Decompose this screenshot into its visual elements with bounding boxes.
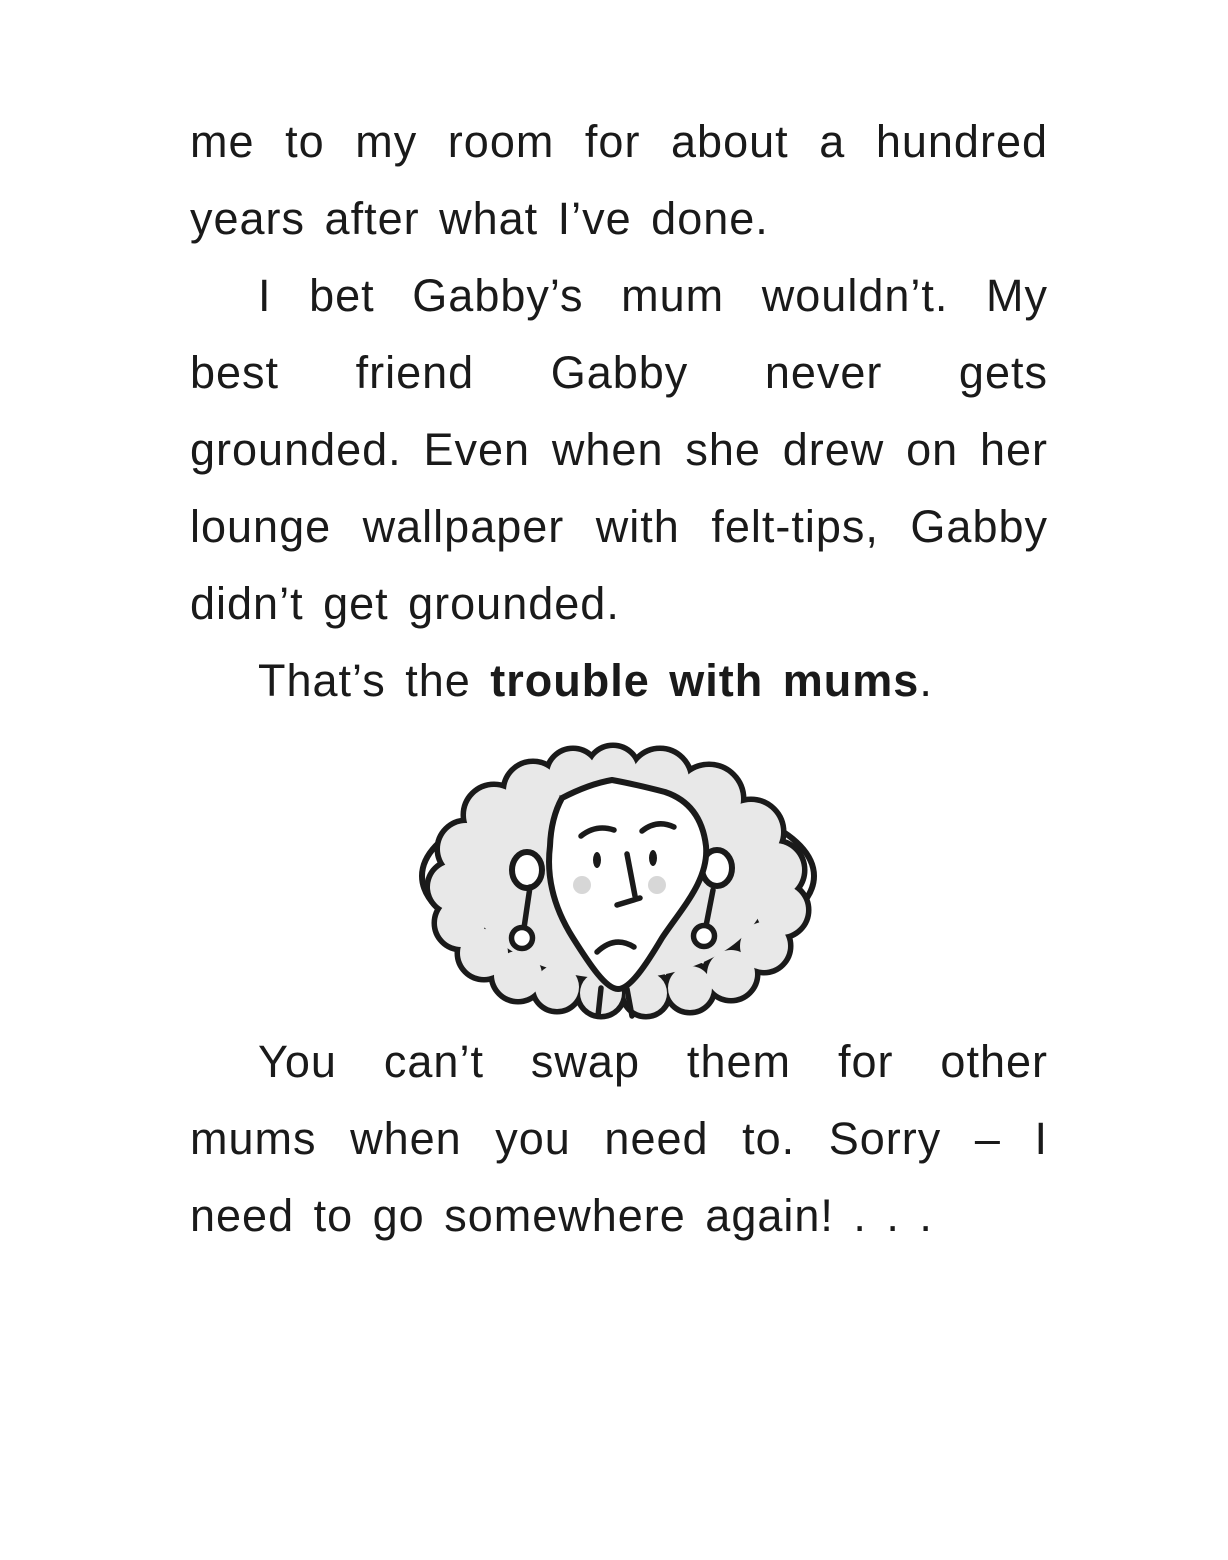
right-eye — [649, 850, 657, 866]
paragraph-continuation: me to my room for about a hundred years after what I’ve done. — [190, 116, 1048, 244]
left-eye — [593, 852, 601, 868]
text-run: . — [919, 655, 933, 706]
right-cheek — [648, 876, 666, 894]
mum-illustration — [413, 742, 819, 1022]
paragraph-swap-mums: You can’t swap them for other mums when you need to. Sorry – I need to go somewhere again! . . . — [190, 1036, 1048, 1241]
story-text-upper — [190, 103, 1048, 719]
mum-face-drawing — [413, 742, 819, 1022]
bold-phrase: trouble with mums — [490, 655, 920, 706]
paragraph-gabby: I bet Gabby’s mum wouldn’t. My best friend Gabby never gets grounded. Even when she drew on her lounge wallpaper with felt-tips, Gabby didn’t get grounded. — [190, 270, 1048, 629]
text-run: That’s the — [258, 655, 491, 706]
paragraph-trouble-with-mums — [190, 642, 1048, 719]
story-text-lower — [190, 1023, 1048, 1254]
left-cheek — [573, 876, 591, 894]
left-ear — [512, 852, 542, 888]
